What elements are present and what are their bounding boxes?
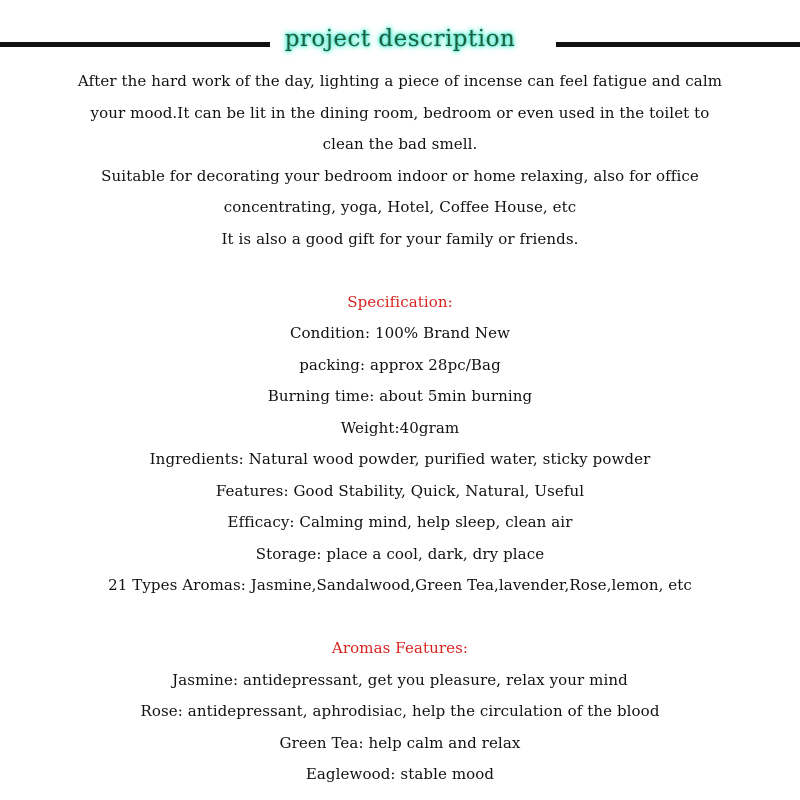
- aroma-item: Eaglewood: stable mood: [305, 765, 495, 783]
- spec-item: Weight:40gram: [340, 418, 460, 437]
- description-body: [0, 66, 800, 791]
- aroma-item: Green Tea: help calm and relax: [279, 733, 521, 752]
- aroma-item: Rose: antidepressant, aphrodisiac, help the circulation of the blood: [140, 702, 660, 720]
- intro-line: It is also a good gift for your family or friends.: [221, 229, 579, 248]
- aromas-heading: Aromas Features:: [331, 639, 469, 657]
- spec-item: Condition: 100% Brand New: [289, 324, 511, 342]
- intro-line: After the hard work of the day, lighting a piece of incense can feel fatigue and calm: [77, 72, 723, 90]
- aroma-item: Jasmine: antidepressant, get you pleasure, relax your mind: [172, 670, 628, 689]
- spacer: [0, 602, 800, 634]
- intro-line: clean the bad smell.: [322, 135, 478, 153]
- intro-line: Suitable for decorating your bedroom indoor or home relaxing, also for office: [101, 166, 699, 185]
- spec-item: Burning time: about 5min burning: [267, 387, 533, 405]
- intro-line: concentrating, yoga, Hotel, Coffee House, etc: [223, 198, 577, 216]
- spec-item: 21 Types Aromas: Jasmine,Sandalwood,Green Tea,lavender,Rose,lemon, etc: [108, 576, 692, 594]
- spec-item: packing: approx 28pc/Bag: [299, 355, 501, 374]
- spec-item: Features: Good Stability, Quick, Natural, Useful: [215, 481, 585, 500]
- section-header: [0, 24, 800, 58]
- spacer: [0, 255, 800, 287]
- intro-line: your mood.It can be lit in the dining room, bedroom or even used in the toilet to: [90, 103, 710, 122]
- spec-item: Storage: place a cool, dark, dry place: [255, 544, 545, 563]
- spec-item: Efficacy: Calming mind, help sleep, clean air: [227, 513, 573, 531]
- section-title: project description: [284, 26, 516, 52]
- specification-heading: Specification:: [347, 292, 453, 311]
- spec-item: Ingredients: Natural wood powder, purified water, sticky powder: [149, 450, 651, 468]
